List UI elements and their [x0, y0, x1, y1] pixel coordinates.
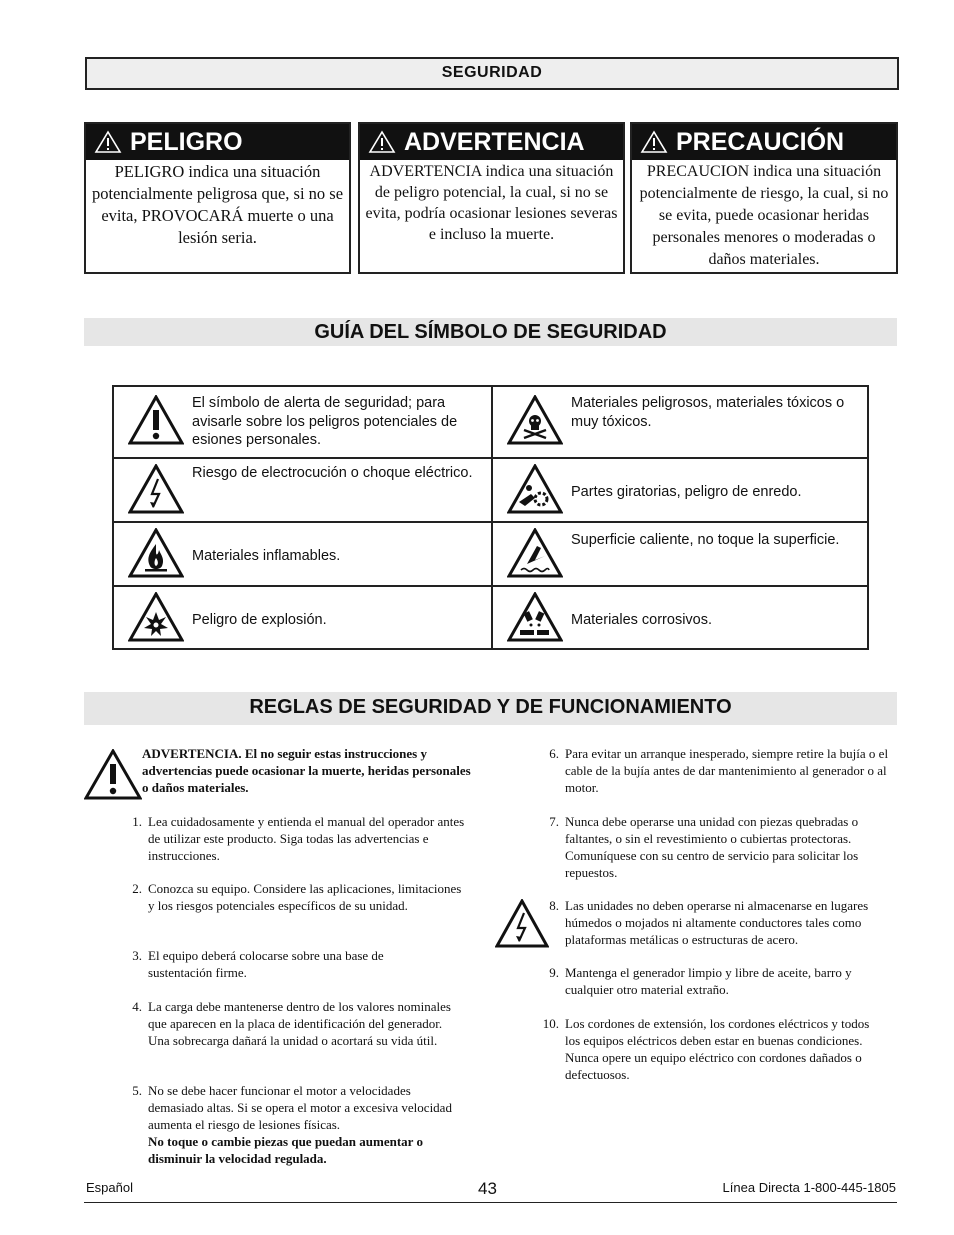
- symbol-cell: Peligro de explosión.: [114, 587, 491, 648]
- rules-warning-text: ADVERTENCIA. El no seguir estas instrucciones y advertencias puede ocasionar la muerte, heridas personales o daños materiales.: [142, 746, 471, 795]
- explosion-icon: [128, 592, 184, 642]
- warning-title: ADVERTENCIA: [404, 128, 585, 156]
- exclamation-icon: [84, 749, 142, 800]
- exclamation-icon: [128, 395, 184, 445]
- symbol-cell: Riesgo de electrocución o choque eléctrico.: [114, 459, 491, 521]
- danger-box: [84, 122, 351, 274]
- warning-header: [360, 124, 623, 160]
- caution-box: [630, 122, 898, 274]
- warning-text: ADVERTENCIA indica una situación de peligro potencial, la cual, si no se evita, podría ocasionar lesiones severas e incluso la muerte.: [365, 163, 618, 243]
- electric-shock-icon: [128, 464, 184, 514]
- rotating-parts-icon: [507, 464, 563, 514]
- warning-triangle-icon: [640, 130, 668, 154]
- page-number: 43: [478, 1179, 497, 1198]
- section-header: SEGURIDAD: [85, 57, 899, 90]
- symbol-cell: Superficie caliente, no toque la superficie.: [493, 523, 867, 585]
- danger-title: PELIGRO: [130, 128, 243, 156]
- danger-text: PELIGRO indica una situación potencialmente peligrosa que, si no se evita, PROVOCARÁ muerte o una lesión seria.: [91, 162, 344, 247]
- warning-box: [358, 122, 625, 274]
- corrosive-icon: [507, 592, 563, 642]
- footer-hotline: Línea Directa 1-800-445-1805: [722, 1180, 896, 1195]
- caution-header: [632, 124, 896, 160]
- footer-rule: [84, 1202, 897, 1203]
- symbol-cell: Materiales inflamables.: [114, 523, 491, 585]
- footer-language: Español: [86, 1180, 133, 1195]
- warning-triangle-icon: [94, 130, 122, 154]
- symbol-cell: Materiales corrosivos.: [493, 587, 867, 648]
- warning-triangle-icon: [368, 130, 396, 154]
- flame-icon: [128, 528, 184, 578]
- symbol-guide-title: GUÍA DEL SÍMBOLO DE SEGURIDAD: [84, 318, 897, 346]
- rules-title: REGLAS DE SEGURIDAD Y DE FUNCIONAMIENTO: [84, 692, 897, 725]
- symbol-cell: Partes giratorias, peligro de enredo.: [493, 459, 867, 521]
- symbol-table: [112, 385, 869, 650]
- symbol-cell: Materiales peligrosos, materiales tóxicos o muy tóxicos.: [493, 387, 867, 457]
- danger-header: [86, 124, 349, 160]
- skull-icon: [507, 395, 563, 445]
- symbol-cell: El símbolo de alerta de seguridad; para avisarle sobre los peligros potenciales de esiones personales.: [114, 387, 491, 457]
- hot-surface-icon: [507, 528, 563, 578]
- caution-title: PRECAUCIÓN: [676, 128, 845, 156]
- caution-text: PRECAUCION indica una situación potencialmente de riesgo, la cual, si no se evita, puede ocasionar heridas personales menores o moderadas o daños materiales.: [639, 163, 889, 268]
